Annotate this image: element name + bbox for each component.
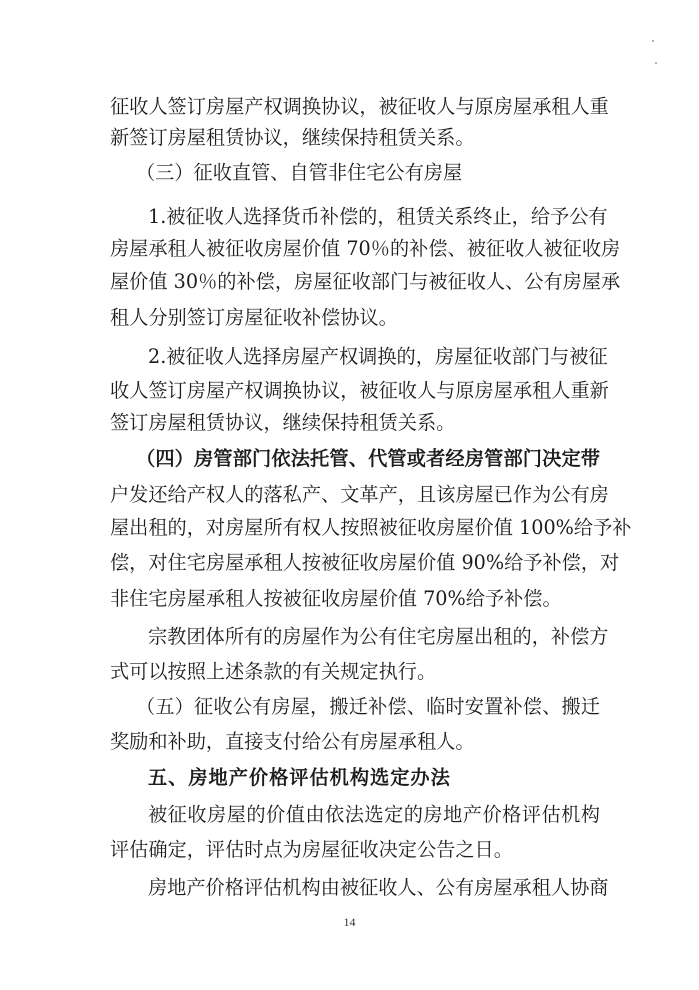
text-line: 屋价值 30％的补偿，房屋征收部门与被征收人、公有房屋承 xyxy=(110,270,621,293)
text-line: 租人分别签订房屋征收补偿协议。 xyxy=(110,306,398,329)
text-line: 偿，对住宅房屋承租人按被征收房屋价值 90%给予补偿，对 xyxy=(110,551,620,574)
text-line: 房地产价格评估机构由被征收人、公有房屋承租人协商 xyxy=(148,876,609,899)
text-line: 1.被征收人选择货币补偿的，租赁关系终止，给予公有 xyxy=(148,205,608,228)
text-line: 非住宅房屋承租人按被征收房屋价值 70%给予补偿。 xyxy=(110,587,562,610)
text-line: 屋出租的，对房屋所有权人按照被征收房屋价值 100%给予补 xyxy=(110,516,632,539)
text-line: 征收人签订房屋产权调换协议，被征收人与原房屋承租人重 xyxy=(110,95,609,118)
scan-speck xyxy=(652,40,654,42)
text-line: 户发还给产权人的落私产、文革产，且该房屋已作为公有房 xyxy=(110,483,609,506)
text-line: 评估确定，评估时点为房屋征收决定公告之日。 xyxy=(110,838,513,861)
page-number: 14 xyxy=(343,915,356,929)
scan-speck xyxy=(655,62,657,64)
text-line: 式可以按照上述条款的有关规定执行。 xyxy=(110,660,437,683)
section-heading: 五、房地产价格评估机构选定办法 xyxy=(148,766,451,789)
section-heading: （三）征收直管、自管非住宅公有房屋 xyxy=(136,161,463,184)
text-line: 签订房屋租赁协议，继续保持租赁关系。 xyxy=(110,411,456,434)
text-line: 收人签订房屋产权调换协议，被征收人与原房屋承租人重新 xyxy=(110,379,609,402)
text-line: 奖励和补助，直接支付给公有房屋承租人。 xyxy=(110,730,475,753)
text-line: 宗教团体所有的房屋作为公有住宅房屋出租的，补偿方 xyxy=(148,625,609,648)
text-line: 房屋承租人被征收房屋价值 70％的补偿、被征收人被征收房 xyxy=(110,237,621,260)
text-line: （五）征收公有房屋，搬迁补偿、临时安置补偿、搬迁 xyxy=(136,695,600,718)
text-line: （四）房管部门依法托管、代管或者经房管部门决定带 xyxy=(136,447,600,470)
text-line: 新签订房屋租赁协议，继续保持租赁关系。 xyxy=(110,126,475,149)
text-line: 被征收房屋的价值由依法选定的房地产价格评估机构 xyxy=(148,803,600,826)
text-line: 2.被征收人选择房屋产权调换的，房屋征收部门与被征 xyxy=(148,345,608,368)
